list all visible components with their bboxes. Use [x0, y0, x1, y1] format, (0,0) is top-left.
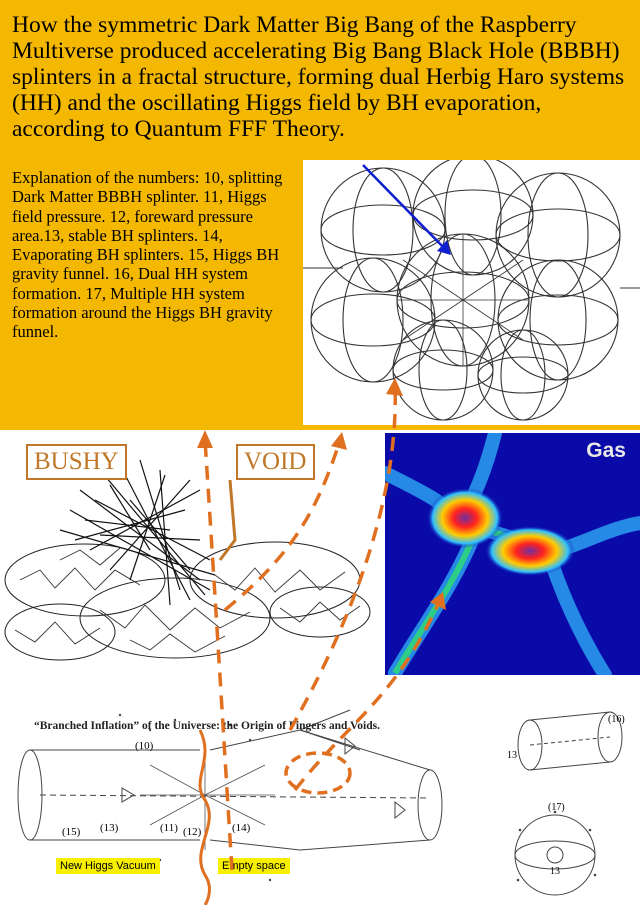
- number-11: (11): [160, 822, 178, 834]
- number-16: (16): [608, 714, 625, 725]
- wireframe-sphere-cluster: [303, 160, 640, 425]
- number-15: (15): [62, 826, 81, 838]
- blue-arrow: [363, 165, 448, 252]
- inflation-caption: “Branched Inflation” of the Universe: the Origin of Fingers and Voids.: [34, 720, 380, 732]
- sphere-cluster-drawing: [303, 160, 640, 425]
- new-higgs-vacuum-tag: New Higgs Vacuum: [56, 858, 160, 874]
- void-label: VOID: [236, 444, 315, 480]
- page-title: How the symmetric Dark Matter Big Bang of the Raspberry Multiverse produced accelerating Big Bang Black Hole (BBBH) splinters in a fractal structure, forming dual Herbig Haro systems (HH) and the oscillating Higgs field by BH evaporation, according to Quantum FFF Theory.: [0, 0, 640, 160]
- numbers-explanation: Explanation of the numbers: 10, splitting Dark Matter BBBH splinter. 11, Higgs field pressure. 12, foreward pressure area.13, stable BH splinters. 14, Evaporating BH splinters. 15, Higgs BH gravity funnel. 16, Dual HH system formation. 17, Multiple HH system formation around the Higgs BH gravity funnel.: [0, 160, 303, 425]
- gas-filament-drawing: [385, 433, 640, 675]
- gas-label: Gas: [586, 439, 626, 462]
- number-13: (13): [100, 822, 119, 834]
- number-13-side: 13: [507, 750, 517, 761]
- number-10: (10): [135, 740, 154, 752]
- number-14: (14): [232, 822, 251, 834]
- number-17: (17): [548, 802, 565, 813]
- number-12: (12): [183, 826, 202, 838]
- gas-simulation-image: [385, 433, 640, 675]
- empty-space-tag: Empty space: [218, 858, 290, 874]
- bushy-label: BUSHY: [26, 444, 127, 480]
- number-13-lower: 13: [550, 866, 560, 877]
